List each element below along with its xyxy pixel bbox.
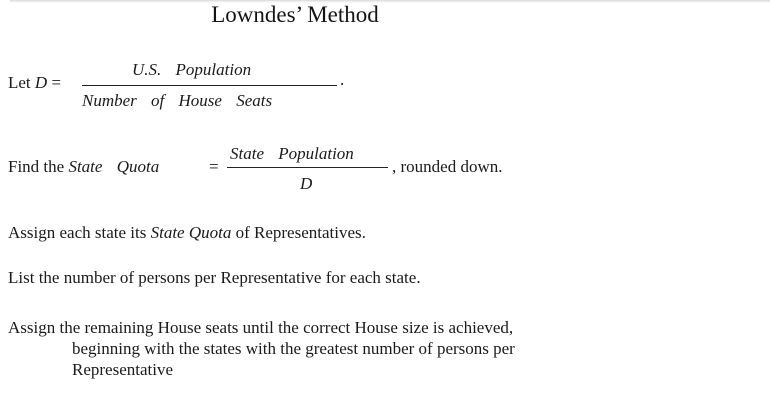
fraction-denominator: Number of House Seats (82, 91, 273, 110)
fraction-bar (82, 85, 337, 86)
step-5-line-1: Assign the remaining House seats until the correct House size is achieved, (8, 318, 514, 337)
variable-d: D (34, 73, 48, 92)
state-quota-term: State Quota (68, 157, 160, 176)
state-quota-term: State Quota (150, 223, 232, 242)
rounded-down-text: , rounded down. (392, 157, 503, 176)
step-3-suffix: of Representatives. (231, 223, 366, 242)
fraction-denominator: D (300, 174, 313, 193)
step-5-line-2: beginning with the states with the greatest number of persons per (72, 339, 515, 358)
step-3-prefix: Assign each state its (8, 223, 151, 242)
step-2-prefix (8, 157, 159, 177)
page-title: Lowndes’ Method (211, 2, 379, 27)
fraction-numerator: U.S. Population (132, 60, 252, 79)
fraction-bar (227, 167, 388, 168)
step-3-text (8, 223, 366, 243)
step-5-line-3: Representative (72, 360, 174, 379)
equals-sign: = (209, 157, 219, 176)
find-the-label: Find the (8, 157, 69, 176)
let-label: Let (8, 73, 35, 92)
period: . (340, 70, 345, 89)
equals-sign: = (47, 73, 62, 92)
step-4-text: List the number of persons per Representative for each state. (8, 268, 421, 287)
fraction-numerator: State Population (230, 144, 354, 163)
step-1-prefix (8, 73, 61, 93)
